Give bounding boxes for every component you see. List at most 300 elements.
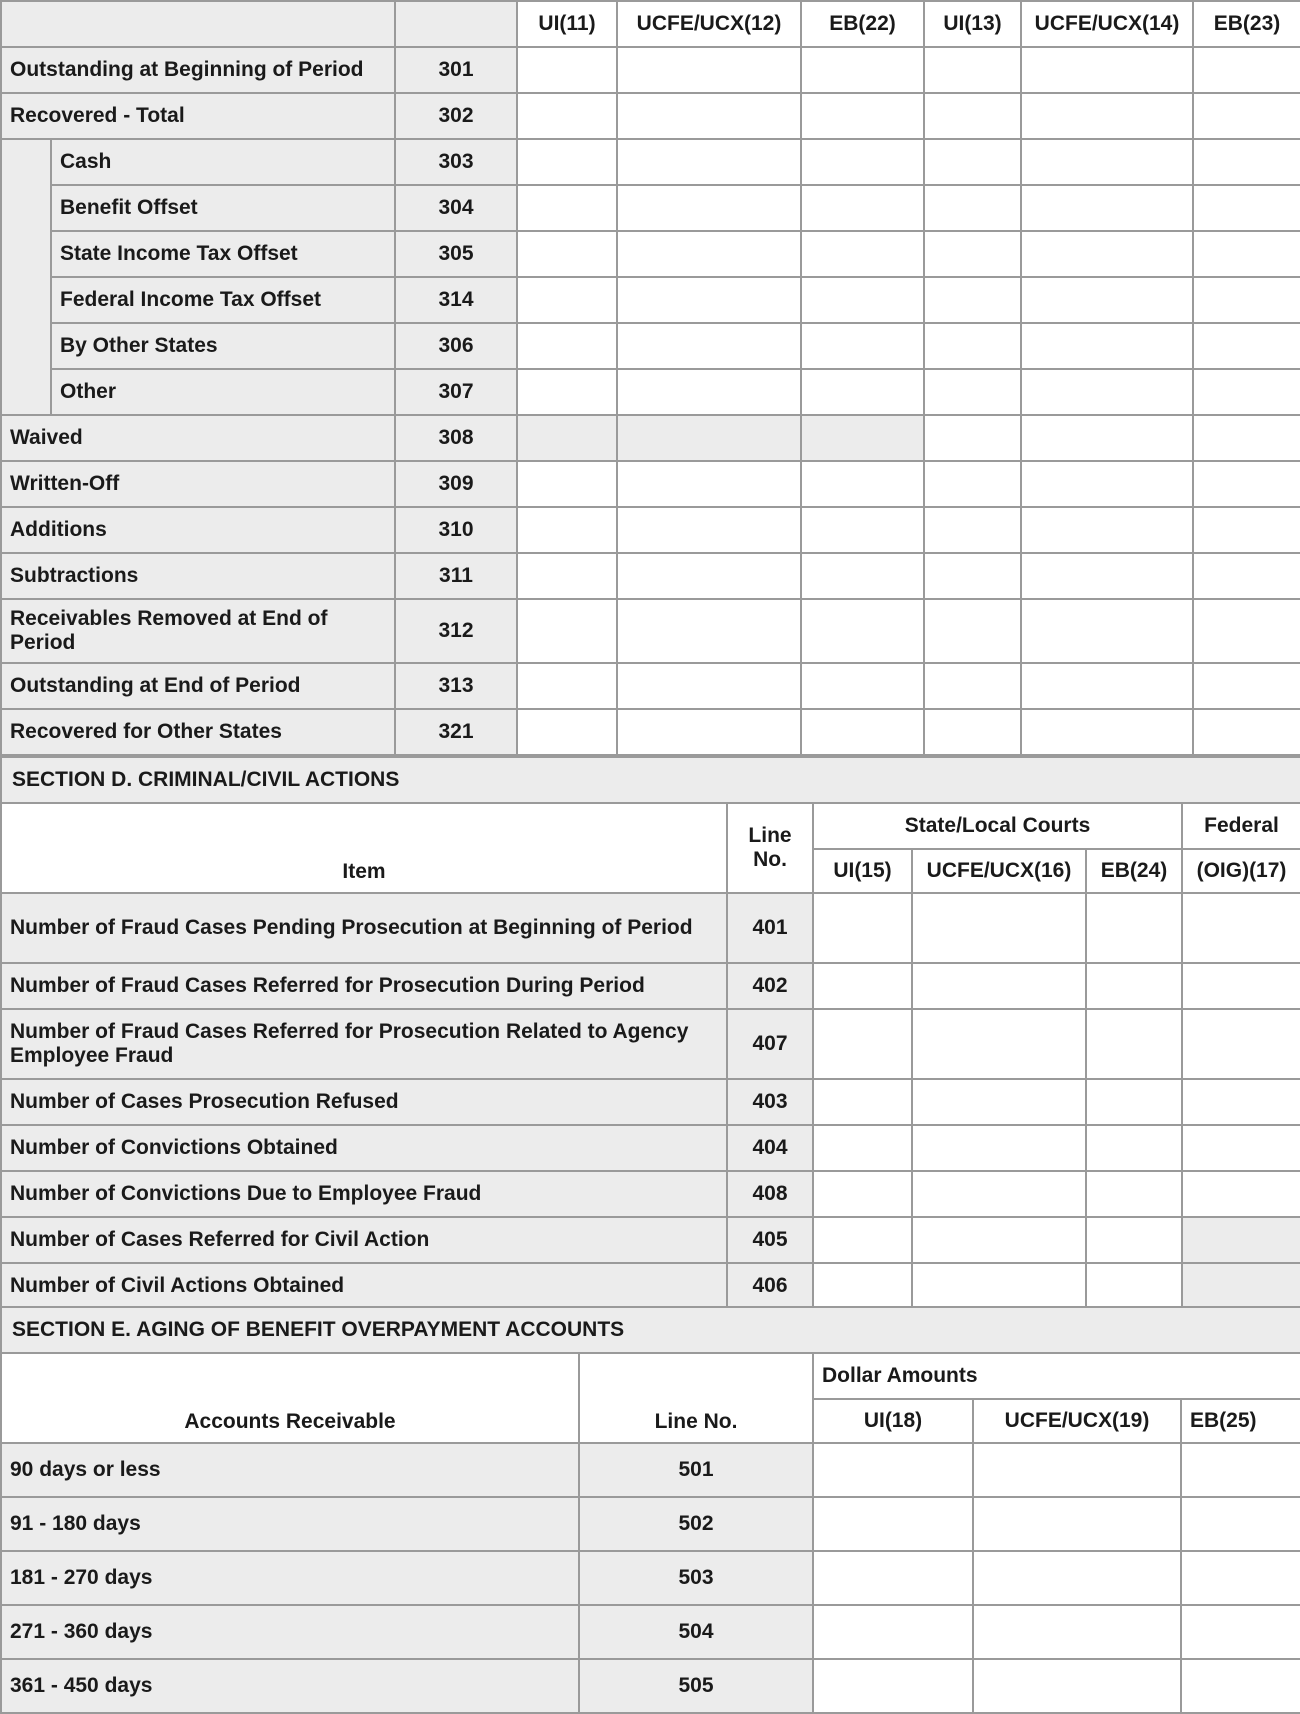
- entry-input[interactable]: [1194, 290, 1300, 311]
- entry-input[interactable]: [1087, 1092, 1181, 1113]
- entry-input[interactable]: [1194, 60, 1300, 81]
- entry-cell[interactable]: [801, 599, 924, 663]
- entry-input[interactable]: [925, 152, 1020, 173]
- entry-input[interactable]: [1022, 244, 1192, 265]
- entry-cell[interactable]: [801, 323, 924, 369]
- entry-input[interactable]: [802, 152, 923, 173]
- entry-cell[interactable]: [1021, 139, 1193, 185]
- entry-input[interactable]: [1182, 1568, 1300, 1589]
- entry-input[interactable]: [913, 1230, 1085, 1251]
- section-e-title: SECTION E. AGING OF BENEFIT OVERPAYMENT ACCOUNTS: [1, 1307, 1300, 1353]
- entry-input[interactable]: [618, 244, 800, 265]
- entry-input[interactable]: [1022, 722, 1192, 743]
- entry-input[interactable]: [518, 60, 616, 81]
- entry-input[interactable]: [518, 290, 616, 311]
- entry-cell[interactable]: [1086, 1217, 1182, 1263]
- entry-cell[interactable]: [924, 323, 1021, 369]
- entry-input[interactable]: [1022, 474, 1192, 495]
- entry-input[interactable]: [925, 60, 1020, 81]
- row-label: 361 - 450 days: [1, 1659, 579, 1713]
- entry-cell[interactable]: [924, 47, 1021, 93]
- entry-input[interactable]: [1182, 1460, 1300, 1481]
- entry-input[interactable]: [518, 474, 616, 495]
- entry-cell[interactable]: [1181, 1605, 1300, 1659]
- entry-cell[interactable]: [1181, 1443, 1300, 1497]
- entry-input[interactable]: [1087, 1138, 1181, 1159]
- entry-cell[interactable]: [924, 709, 1021, 755]
- entry-input[interactable]: [1183, 1034, 1300, 1055]
- entry-input[interactable]: [925, 290, 1020, 311]
- entry-cell[interactable]: [973, 1659, 1181, 1713]
- entry-input[interactable]: [618, 566, 800, 587]
- entry-input[interactable]: [618, 60, 800, 81]
- table-row: [1, 369, 1300, 415]
- entry-input[interactable]: [1194, 198, 1300, 219]
- entry-input[interactable]: [1022, 382, 1192, 403]
- entry-input[interactable]: [1022, 106, 1192, 127]
- entry-cell[interactable]: [924, 507, 1021, 553]
- entry-input[interactable]: [1087, 1184, 1181, 1205]
- entry-input[interactable]: [802, 621, 923, 642]
- column-header: UI(18): [813, 1399, 973, 1443]
- entry-input[interactable]: [618, 722, 800, 743]
- entry-cell[interactable]: [1193, 507, 1300, 553]
- line-number: 303: [395, 139, 517, 185]
- entry-input[interactable]: [913, 918, 1085, 939]
- entry-cell[interactable]: [1182, 1171, 1300, 1217]
- entry-input[interactable]: [802, 198, 923, 219]
- table-row: [1, 893, 1300, 963]
- entry-cell[interactable]: [1021, 709, 1193, 755]
- entry-cell[interactable]: [912, 1171, 1086, 1217]
- row-label: Number of Convictions Obtained: [1, 1125, 727, 1171]
- entry-cell[interactable]: [1086, 963, 1182, 1009]
- entry-input[interactable]: [1182, 1676, 1300, 1697]
- entry-cell[interactable]: [813, 1009, 912, 1079]
- entry-input[interactable]: [814, 1184, 911, 1205]
- entry-input[interactable]: [1194, 428, 1300, 449]
- entry-cell[interactable]: [1021, 369, 1193, 415]
- entry-input[interactable]: [518, 428, 616, 449]
- entry-cell[interactable]: [813, 1659, 973, 1713]
- entry-cell[interactable]: [617, 47, 801, 93]
- entry-cell[interactable]: [517, 185, 617, 231]
- entry-input[interactable]: [518, 382, 616, 403]
- entry-input[interactable]: [518, 336, 616, 357]
- entry-cell[interactable]: [1193, 599, 1300, 663]
- entry-input[interactable]: [814, 1676, 972, 1697]
- entry-cell[interactable]: [924, 461, 1021, 507]
- entry-input[interactable]: [1183, 1230, 1300, 1251]
- entry-cell[interactable]: [617, 185, 801, 231]
- entry-input[interactable]: [518, 621, 616, 642]
- entry-cell[interactable]: [1182, 1125, 1300, 1171]
- entry-input[interactable]: [802, 722, 923, 743]
- entry-cell[interactable]: [1182, 963, 1300, 1009]
- entry-cell[interactable]: [1193, 139, 1300, 185]
- entry-input[interactable]: [1194, 621, 1300, 642]
- entry-cell[interactable]: [617, 323, 801, 369]
- entry-cell[interactable]: [1086, 1009, 1182, 1079]
- section-e-title-row: [1, 1307, 1300, 1353]
- entry-cell[interactable]: [813, 1217, 912, 1263]
- entry-cell[interactable]: [924, 415, 1021, 461]
- entry-input[interactable]: [1183, 918, 1300, 939]
- line-number: 404: [727, 1125, 813, 1171]
- entry-input[interactable]: [913, 1138, 1085, 1159]
- table-row: [1, 415, 1300, 461]
- entry-input[interactable]: [814, 918, 911, 939]
- entry-cell[interactable]: [801, 93, 924, 139]
- entry-cell[interactable]: [1193, 231, 1300, 277]
- entry-cell[interactable]: [1086, 1263, 1182, 1309]
- entry-cell[interactable]: [801, 709, 924, 755]
- entry-input[interactable]: [814, 1514, 972, 1535]
- entry-cell[interactable]: [912, 1217, 1086, 1263]
- entry-input[interactable]: [814, 1230, 911, 1251]
- entry-cell[interactable]: [973, 1605, 1181, 1659]
- entry-cell[interactable]: [517, 277, 617, 323]
- entry-input[interactable]: [925, 676, 1020, 697]
- entry-cell[interactable]: [801, 139, 924, 185]
- line-number: 501: [579, 1443, 813, 1497]
- entry-cell[interactable]: [617, 553, 801, 599]
- entry-cell[interactable]: [912, 1079, 1086, 1125]
- entry-input[interactable]: [1022, 621, 1192, 642]
- entry-input[interactable]: [913, 1092, 1085, 1113]
- entry-input[interactable]: [974, 1460, 1180, 1481]
- entry-cell[interactable]: [617, 369, 801, 415]
- entry-cell[interactable]: [924, 231, 1021, 277]
- entry-cell[interactable]: [813, 1125, 912, 1171]
- entry-input[interactable]: [974, 1568, 1180, 1589]
- entry-input[interactable]: [1182, 1514, 1300, 1535]
- row-label: Additions: [1, 507, 395, 553]
- entry-input[interactable]: [1087, 1276, 1181, 1297]
- entry-cell[interactable]: [813, 1171, 912, 1217]
- federal-header: Federal: [1182, 803, 1300, 849]
- entry-input[interactable]: [1183, 1184, 1300, 1205]
- entry-cell[interactable]: [517, 139, 617, 185]
- entry-cell[interactable]: [517, 709, 617, 755]
- entry-input[interactable]: [814, 1138, 911, 1159]
- entry-input[interactable]: [1194, 152, 1300, 173]
- entry-input[interactable]: [1183, 1276, 1300, 1297]
- entry-cell[interactable]: [1182, 1079, 1300, 1125]
- entry-input[interactable]: [1182, 1622, 1300, 1643]
- entry-input[interactable]: [1183, 976, 1300, 997]
- entry-cell[interactable]: [1193, 185, 1300, 231]
- entry-cell[interactable]: [517, 93, 617, 139]
- indent-spacer: [1, 139, 51, 415]
- entry-input[interactable]: [913, 1184, 1085, 1205]
- entry-input[interactable]: [618, 676, 800, 697]
- entry-cell[interactable]: [1021, 599, 1193, 663]
- entry-cell[interactable]: [517, 507, 617, 553]
- entry-input[interactable]: [814, 1092, 911, 1113]
- entry-input[interactable]: [925, 722, 1020, 743]
- entry-cell[interactable]: [1021, 185, 1193, 231]
- entry-cell[interactable]: [1182, 1009, 1300, 1079]
- entry-input[interactable]: [1194, 722, 1300, 743]
- entry-input[interactable]: [1022, 336, 1192, 357]
- entry-input[interactable]: [518, 520, 616, 541]
- entry-cell[interactable]: [617, 277, 801, 323]
- entry-input[interactable]: [1087, 918, 1181, 939]
- entry-cell[interactable]: [617, 461, 801, 507]
- entry-input[interactable]: [814, 1622, 972, 1643]
- entry-input[interactable]: [925, 566, 1020, 587]
- entry-input[interactable]: [925, 621, 1020, 642]
- overpayment-recovery-table: [0, 0, 1300, 756]
- entry-cell[interactable]: [1181, 1551, 1300, 1605]
- entry-input[interactable]: [925, 382, 1020, 403]
- entry-cell[interactable]: [1182, 893, 1300, 963]
- entry-cell[interactable]: [1021, 277, 1193, 323]
- entry-cell[interactable]: [617, 231, 801, 277]
- entry-input[interactable]: [913, 1276, 1085, 1297]
- entry-cell[interactable]: [924, 93, 1021, 139]
- entry-cell[interactable]: [801, 663, 924, 709]
- entry-input[interactable]: [1087, 1230, 1181, 1251]
- entry-input[interactable]: [518, 566, 616, 587]
- entry-input[interactable]: [814, 1034, 911, 1055]
- entry-cell[interactable]: [1021, 231, 1193, 277]
- entry-input[interactable]: [1194, 106, 1300, 127]
- entry-input[interactable]: [1194, 676, 1300, 697]
- entry-cell[interactable]: [801, 47, 924, 93]
- table-row: [1, 185, 1300, 231]
- entry-cell[interactable]: [617, 415, 801, 461]
- entry-input[interactable]: [618, 621, 800, 642]
- entry-input[interactable]: [1022, 152, 1192, 173]
- entry-input[interactable]: [1022, 60, 1192, 81]
- entry-cell[interactable]: [517, 47, 617, 93]
- row-label: State Income Tax Offset: [51, 231, 395, 277]
- entry-input[interactable]: [1022, 676, 1192, 697]
- entry-input[interactable]: [618, 428, 800, 449]
- entry-cell[interactable]: [1086, 1079, 1182, 1125]
- entry-input[interactable]: [802, 474, 923, 495]
- table-row: [1, 47, 1300, 93]
- entry-cell[interactable]: [924, 139, 1021, 185]
- entry-cell[interactable]: [1193, 47, 1300, 93]
- entry-input[interactable]: [925, 428, 1020, 449]
- entry-input[interactable]: [925, 198, 1020, 219]
- entry-cell[interactable]: [813, 1443, 973, 1497]
- entry-cell[interactable]: [801, 461, 924, 507]
- entry-input[interactable]: [802, 520, 923, 541]
- column-header: EB(23): [1193, 1, 1300, 47]
- entry-cell[interactable]: [801, 277, 924, 323]
- entry-cell[interactable]: [1193, 415, 1300, 461]
- entry-input[interactable]: [1194, 520, 1300, 541]
- entry-input[interactable]: [518, 676, 616, 697]
- entry-cell[interactable]: [813, 1551, 973, 1605]
- entry-cell[interactable]: [1021, 415, 1193, 461]
- entry-input[interactable]: [802, 676, 923, 697]
- entry-cell[interactable]: [924, 553, 1021, 599]
- entry-input[interactable]: [814, 976, 911, 997]
- accounts-receivable-header: Accounts Receivable: [1, 1353, 579, 1443]
- entry-cell[interactable]: [1021, 461, 1193, 507]
- entry-cell[interactable]: [517, 323, 617, 369]
- entry-cell[interactable]: [801, 231, 924, 277]
- entry-cell[interactable]: [813, 1497, 973, 1551]
- line-number: 309: [395, 461, 517, 507]
- entry-cell[interactable]: [1182, 1263, 1300, 1309]
- entry-cell[interactable]: [1021, 553, 1193, 599]
- entry-cell[interactable]: [517, 599, 617, 663]
- entry-input[interactable]: [518, 198, 616, 219]
- entry-cell[interactable]: [1086, 1171, 1182, 1217]
- entry-input[interactable]: [1022, 290, 1192, 311]
- entry-cell[interactable]: [1086, 1125, 1182, 1171]
- entry-cell[interactable]: [801, 415, 924, 461]
- entry-input[interactable]: [1194, 244, 1300, 265]
- entry-input[interactable]: [1183, 1138, 1300, 1159]
- entry-cell[interactable]: [1182, 1217, 1300, 1263]
- entry-input[interactable]: [814, 1276, 911, 1297]
- entry-input[interactable]: [802, 60, 923, 81]
- entry-input[interactable]: [974, 1622, 1180, 1643]
- entry-input[interactable]: [1183, 1092, 1300, 1113]
- entry-input[interactable]: [518, 722, 616, 743]
- entry-input[interactable]: [802, 336, 923, 357]
- entry-cell[interactable]: [973, 1497, 1181, 1551]
- entry-cell[interactable]: [924, 369, 1021, 415]
- entry-input[interactable]: [518, 244, 616, 265]
- entry-input[interactable]: [925, 244, 1020, 265]
- entry-input[interactable]: [1022, 566, 1192, 587]
- entry-input[interactable]: [913, 1034, 1085, 1055]
- entry-input[interactable]: [1022, 198, 1192, 219]
- entry-cell[interactable]: [517, 461, 617, 507]
- entry-input[interactable]: [925, 336, 1020, 357]
- line-number: 406: [727, 1263, 813, 1309]
- entry-input[interactable]: [925, 520, 1020, 541]
- entry-input[interactable]: [925, 106, 1020, 127]
- entry-input[interactable]: [1194, 566, 1300, 587]
- entry-input[interactable]: [518, 152, 616, 173]
- entry-cell[interactable]: [517, 369, 617, 415]
- entry-cell[interactable]: [924, 663, 1021, 709]
- entry-cell[interactable]: [912, 1125, 1086, 1171]
- entry-cell[interactable]: [973, 1551, 1181, 1605]
- entry-cell[interactable]: [1086, 893, 1182, 963]
- entry-cell[interactable]: [1181, 1497, 1300, 1551]
- entry-cell[interactable]: [813, 963, 912, 1009]
- entry-cell[interactable]: [1193, 461, 1300, 507]
- entry-input[interactable]: [802, 382, 923, 403]
- entry-input[interactable]: [618, 290, 800, 311]
- table-row: [1, 1171, 1300, 1217]
- entry-cell[interactable]: [801, 369, 924, 415]
- entry-cell[interactable]: [813, 893, 912, 963]
- entry-cell[interactable]: [1193, 553, 1300, 599]
- entry-cell[interactable]: [973, 1443, 1181, 1497]
- entry-cell[interactable]: [912, 963, 1086, 1009]
- entry-cell[interactable]: [813, 1079, 912, 1125]
- entry-input[interactable]: [913, 976, 1085, 997]
- entry-cell[interactable]: [1021, 507, 1193, 553]
- entry-cell[interactable]: [1193, 369, 1300, 415]
- entry-input[interactable]: [1194, 336, 1300, 357]
- entry-input[interactable]: [618, 474, 800, 495]
- entry-input[interactable]: [814, 1460, 972, 1481]
- entry-cell[interactable]: [924, 277, 1021, 323]
- entry-cell[interactable]: [1021, 93, 1193, 139]
- entry-input[interactable]: [518, 106, 616, 127]
- entry-input[interactable]: [974, 1514, 1180, 1535]
- entry-cell[interactable]: [617, 663, 801, 709]
- entry-cell[interactable]: [813, 1263, 912, 1309]
- entry-input[interactable]: [618, 520, 800, 541]
- entry-cell[interactable]: [617, 709, 801, 755]
- entry-cell[interactable]: [813, 1605, 973, 1659]
- entry-input[interactable]: [814, 1568, 972, 1589]
- entry-input[interactable]: [618, 382, 800, 403]
- entry-input[interactable]: [1087, 1034, 1181, 1055]
- entry-cell[interactable]: [517, 663, 617, 709]
- entry-input[interactable]: [1194, 474, 1300, 495]
- entry-input[interactable]: [618, 106, 800, 127]
- entry-input[interactable]: [802, 566, 923, 587]
- entry-cell[interactable]: [912, 1009, 1086, 1079]
- entry-cell[interactable]: [1021, 663, 1193, 709]
- entry-cell[interactable]: [1021, 323, 1193, 369]
- row-label: Written-Off: [1, 461, 395, 507]
- entry-cell[interactable]: [924, 185, 1021, 231]
- entry-cell[interactable]: [1021, 47, 1193, 93]
- entry-input[interactable]: [974, 1676, 1180, 1697]
- entry-cell[interactable]: [617, 507, 801, 553]
- entry-cell[interactable]: [1193, 93, 1300, 139]
- entry-cell[interactable]: [517, 231, 617, 277]
- entry-cell[interactable]: [1193, 277, 1300, 323]
- entry-input[interactable]: [618, 336, 800, 357]
- entry-input[interactable]: [802, 290, 923, 311]
- entry-cell[interactable]: [617, 139, 801, 185]
- entry-input[interactable]: [802, 244, 923, 265]
- entry-cell[interactable]: [1193, 323, 1300, 369]
- entry-cell[interactable]: [801, 507, 924, 553]
- entry-cell[interactable]: [912, 893, 1086, 963]
- entry-cell[interactable]: [801, 553, 924, 599]
- entry-cell[interactable]: [617, 599, 801, 663]
- entry-input[interactable]: [1087, 976, 1181, 997]
- entry-cell[interactable]: [517, 415, 617, 461]
- criminal-civil-actions-table: [0, 756, 1300, 1310]
- entry-cell[interactable]: [1193, 663, 1300, 709]
- entry-cell[interactable]: [1181, 1659, 1300, 1713]
- entry-cell[interactable]: [801, 185, 924, 231]
- line-number: 304: [395, 185, 517, 231]
- entry-input[interactable]: [618, 198, 800, 219]
- entry-input[interactable]: [1194, 382, 1300, 403]
- entry-cell[interactable]: [617, 93, 801, 139]
- entry-cell[interactable]: [1193, 709, 1300, 755]
- entry-input[interactable]: [925, 474, 1020, 495]
- entry-cell[interactable]: [912, 1263, 1086, 1309]
- entry-cell[interactable]: [924, 599, 1021, 663]
- entry-input[interactable]: [618, 152, 800, 173]
- entry-input[interactable]: [802, 106, 923, 127]
- entry-input[interactable]: [1022, 428, 1192, 449]
- entry-input[interactable]: [802, 428, 923, 449]
- entry-cell[interactable]: [517, 553, 617, 599]
- entry-input[interactable]: [1022, 520, 1192, 541]
